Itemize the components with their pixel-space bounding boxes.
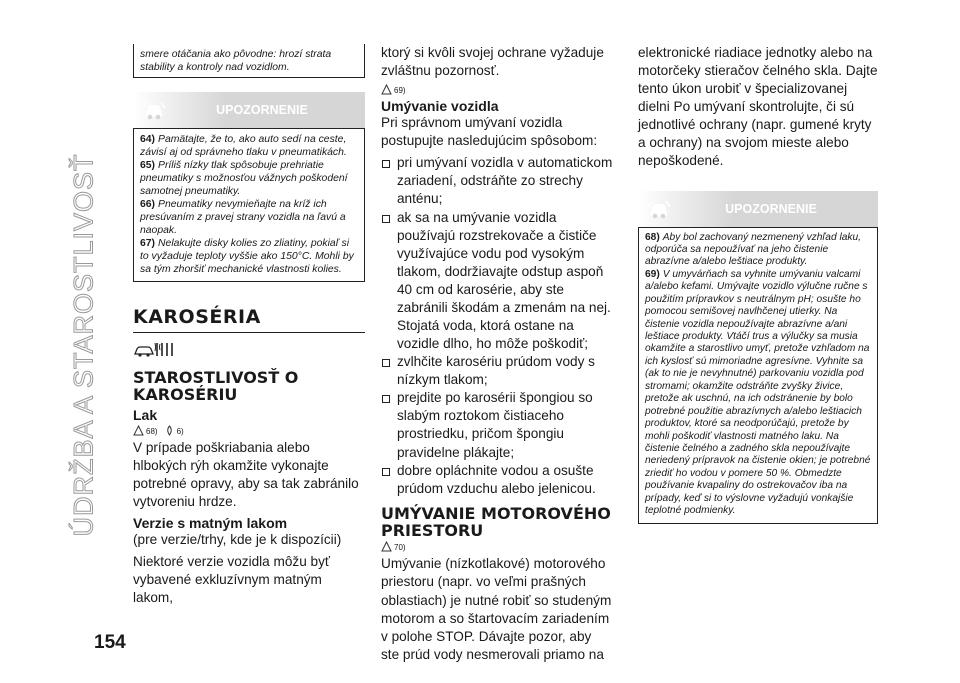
- car-wash-icon: [133, 341, 177, 357]
- warning-ref: 70): [381, 541, 406, 552]
- warning-ref-icon: [133, 425, 144, 436]
- warning-item: 65) Príliš nízky tlak spôsobuje prehriatie pneumatiky s možnosťou vážnych poškodení samotnej pneumatiky.: [140, 160, 348, 197]
- warning-ref: 68): [133, 425, 158, 436]
- warning-title: UPOZORNENIE: [216, 103, 308, 117]
- paragraph: elektronické riadiace jednotky alebo na motorčeky stieračov čelného skla. Dajte tento úkon urobiť v špecializovanej dielni Po umývaní skontrolujte, či sú jednotlivé ochrany (napr. gumené kryty a ochrany) na svojom mieste alebo nepoškodené.: [638, 45, 878, 169]
- warning-item: 67) Nelakujte disky kolies zo zliatiny, pokiaľ si to vyžaduje teploty vyššie ako 150°C. Mohli by sa tým zhoršiť mechanické vlastnosti kolies.: [140, 238, 354, 275]
- reference-marks: [381, 541, 613, 552]
- paragraph: Pri správnom umývaní vozidla postupujte nasledujúcim spôsobom:: [381, 115, 598, 149]
- section-side-title: ÚDRŽBA A STAROSTLIVOSŤ: [68, 153, 99, 537]
- section-title: UMÝVANIE MOTOROVÉHO PRIESTORU: [381, 503, 611, 540]
- warning-header: [133, 92, 365, 129]
- column-2: [381, 44, 613, 668]
- paragraph: Umývanie (nízkotlakové) motorového priestoru (napr. vo veľmi prašných oblastiach) je nutné robiť so studeným motorom a so štartovacím zariadením v polohe STOP. Dávajte pozor, aby ste prúd vody nesmerovali priamo na: [381, 556, 612, 662]
- list-item: ak sa na umývanie vozidla používajú rozstrekovače a čističe využívajúce vodu pod vysokým tlakom, dodržiavajte odstup aspoň 40 cm od karosérie, aby ste zabránili škodám a zmenám na nej. Stojatá voda, ktorá ostane na vozidle dlho, ho môže poškodiť;: [381, 209, 613, 354]
- warning-box: [638, 228, 878, 524]
- list-item: pri umývaní vozidla v automatickom zariadení, odstráňte zo strechy anténu;: [381, 154, 613, 208]
- paragraph: (pre verzie/trhy, kde je k dispozícii): [133, 531, 342, 547]
- intro-note: smere otáčania ako pôvodne: hrozí strata stability a kontroly nad vozidlom.: [133, 44, 365, 78]
- warning-item: 69) V umyvárňach sa vyhnite umývaniu valcami a/alebo kefami. Umývajte vozidlo výlučne ručne s použitím prípravkov s neutrálnym pH; osušte ho pomocou semišovej navlhčenej utierky. Na čistenie vozidla nepoužívajte abrazívne a/ani leštiace produkty. Vtáčí trus a výlučky sa musia okamžite a starostlivo umyť, pretože vzhľadom na ich kyslosť sú mimoriadne agresívne. Vyhnite sa (ak to nie je nevyhnutné) parkovaniu vozidla pod stromami; okamžite odstráňte zvyšky živice, pretože ak uschnú, na ich odstránenie by bolo potrebné použitie abrazívnych a/alebo leštiacich produktov, ktoré sa neodporúčajú, pretože by mohli poškodiť vlastnosti matného laku. Na čistenie čelného a zadného skla nepoužívajte neriedený prípravok na čistenie okien; je potrebné zriediť ho vodou v pomere 50 %. Obmedzte používanie kvapaliny do ostrekovačov iba na prípady, keď si to výslovne vyžadujú vonkajšie teplotné podmienky.: [645, 268, 871, 517]
- list-item: dobre opláchnite vodou a osušte prúdom vzduchu alebo jelenicou.: [381, 462, 613, 498]
- reference-marks: [133, 425, 365, 436]
- subheading: Verzie s matným lakom: [133, 514, 288, 531]
- chapter-title: KAROSÉRIA: [133, 306, 365, 333]
- warning-title: UPOZORNENIE: [725, 201, 817, 216]
- paragraph: ktorý si kvôli svojej ochrane vyžaduje zvláštnu pozornosť.: [381, 45, 604, 79]
- warning-item: 66) Pneumatiky nevymieňajte na kríž ich presúvaním z pravej strany vozidla na ľavú a naopak.: [140, 199, 346, 236]
- list-item: prejdite po karosérii špongiou so slabým roztokom čistiaceho prostriedku, pričom špongiu pravidelne plákajte;: [381, 389, 613, 461]
- environment-ref-icon: [164, 425, 175, 436]
- warning-item: 64) Pamätajte, že to, ako auto sedí na ceste, závisí aj od správneho tlaku v pneumatikách.: [140, 134, 347, 158]
- page-number: 154: [94, 632, 126, 653]
- paragraph: V prípade poškriabania alebo hlbokých rýh okamžite vykonajte potrebné opravy, aby sa tak zabránilo vytvoreniu hrdze.: [133, 439, 359, 509]
- warning-header: [638, 191, 878, 228]
- section-title: STAROSTLIVOSŤ O KAROSÉRIU: [133, 368, 299, 404]
- warning-ref-icon: [381, 541, 392, 552]
- list-item: zvlhčite karosériu prúdom vody s nízkym tlakom;: [381, 353, 613, 389]
- subheading: Umývanie vozidla: [381, 98, 499, 115]
- warning-item: 68) Aby bol zachovaný nezmenený vzhľad laku, odporúča sa nepoužívať na jeho čistenie abrazívne a/alebo leštiace produkty.: [645, 231, 861, 268]
- environment-ref: 6): [164, 425, 184, 436]
- warning-ref: 69): [381, 84, 406, 95]
- warning-box: [133, 129, 365, 282]
- subheading: Lak: [133, 406, 158, 423]
- paragraph: Niektoré verzie vozidla môžu byť vybavené exkluzívnym matným lakom,: [133, 553, 330, 606]
- column-1: [133, 44, 365, 611]
- warning-ref-icon: [381, 84, 392, 95]
- reference-marks: [381, 84, 613, 95]
- column-3: [638, 44, 878, 524]
